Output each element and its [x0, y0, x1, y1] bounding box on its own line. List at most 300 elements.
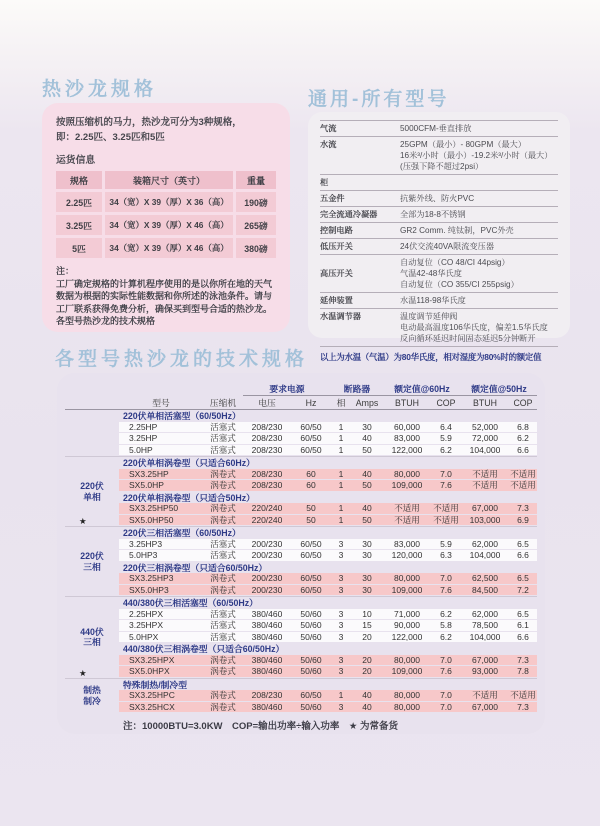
- table-cell: 380/460: [251, 701, 283, 712]
- table-row: [119, 433, 537, 444]
- spec-intro-line2: 即：2.25匹、3.25匹和5匹: [56, 132, 165, 143]
- table-cell: 380/460: [251, 620, 283, 631]
- spec-label: 气流: [320, 124, 337, 133]
- spec-values: [400, 209, 558, 220]
- header-group-label: 要求电源: [269, 383, 305, 394]
- header-group-label: 额定值@50Hz: [471, 383, 527, 394]
- table-cell: 60,000: [394, 421, 420, 432]
- column-header: 装箱尺寸（英寸）: [105, 171, 233, 189]
- spec-row: [320, 309, 558, 347]
- table-cell: 5.8: [440, 620, 452, 631]
- shipping-info-title: 运货信息: [56, 155, 96, 166]
- header-group-label: 断路器: [343, 383, 371, 394]
- table-cell: 50/60: [300, 666, 322, 677]
- spec-value-line: 气温42-48华氏度: [400, 269, 462, 278]
- table-cell: 涡卷式: [210, 666, 236, 677]
- spec-value-line: 反向循环延迟时间固态延迟5分钟断开: [400, 334, 536, 343]
- table-cell: 72,000: [472, 433, 498, 444]
- table-cell: 6.9: [517, 514, 529, 525]
- table-cell: 3: [338, 550, 344, 561]
- spec-label: 水流: [320, 140, 337, 149]
- section-title: 440/380伏三相涡卷型（只适合60/50Hz）: [123, 644, 285, 655]
- table-cell: 1: [338, 480, 344, 491]
- table-cell: 109,000: [391, 584, 423, 595]
- table-cell: 122,000: [391, 444, 423, 455]
- table-cell: 208/230: [251, 480, 283, 491]
- spec-value-line: 16米³/小时（最小）-19.2米³/小时（最大）: [400, 151, 553, 160]
- table-cell: 2.25匹: [56, 192, 102, 212]
- group-side-label: [80, 551, 103, 572]
- table-cell: 50: [306, 514, 316, 525]
- common-specs-box: [308, 112, 570, 362]
- table-cell: 104,000: [469, 631, 501, 642]
- table-cell: 1: [338, 514, 344, 525]
- table-row: [119, 515, 537, 526]
- table-cell: 83,000: [394, 433, 420, 444]
- table-cell: 7.3: [517, 654, 529, 665]
- table-cell: 62,000: [472, 538, 498, 549]
- table-row: [119, 480, 537, 491]
- model-cell: 3.25HP3: [129, 538, 163, 549]
- spec-value-line: 自动复位（CO 355/CI 255psig）: [400, 280, 519, 289]
- spec-value-line: 温度调节延伸阀: [400, 312, 458, 321]
- table-cell: 6.5: [517, 538, 529, 549]
- table-cell: 3: [338, 584, 344, 595]
- spec-values: [400, 177, 558, 188]
- table-cell: 60/50: [300, 550, 322, 561]
- table-cell: 80,000: [394, 468, 420, 479]
- spec-value-line: 自动复位（CO 48/CI 44psig）: [400, 258, 510, 267]
- table-cell: 7.6: [440, 584, 452, 595]
- table-cell: 60/50: [300, 433, 322, 444]
- table-cell: 不适用: [510, 690, 536, 701]
- table-row: [119, 585, 537, 596]
- spec-values: [400, 225, 558, 236]
- table-cell: 103,000: [469, 514, 501, 525]
- section-title: 220伏单相活塞型（60/50Hz）: [123, 411, 241, 422]
- table-cell: 80,000: [394, 690, 420, 701]
- table-cell: 62,000: [472, 608, 498, 619]
- table-group: [65, 597, 537, 679]
- table-cell: 220/240: [251, 514, 283, 525]
- table-cell: 5匹: [56, 238, 102, 258]
- table-row: [119, 655, 537, 666]
- table-cell: 1: [338, 468, 344, 479]
- spec-label: 水温调节器: [320, 312, 361, 321]
- column-header: Hz: [305, 397, 317, 408]
- table-cell: 200/230: [251, 538, 283, 549]
- table-row: [119, 550, 537, 561]
- side-label-line: 单相: [83, 491, 101, 502]
- table-cell: 60/50: [300, 690, 322, 701]
- table-cell: 不适用: [472, 690, 498, 701]
- table-cell: 6.5: [517, 608, 529, 619]
- table-cell: 3.25匹: [56, 215, 102, 235]
- side-label-line: 220伏: [80, 551, 104, 561]
- table-cell: 67,000: [472, 503, 498, 514]
- table-cell: 34（宽）X 39（厚）X 36（高）: [105, 192, 233, 212]
- spec-value-line: 24伏交流40VA限流变压器: [400, 242, 495, 251]
- table-cell: 涡卷式: [210, 654, 236, 665]
- table-row: [119, 503, 537, 514]
- table-cell: 1: [338, 433, 344, 444]
- table-cell: 50/60: [300, 701, 322, 712]
- table-cell: 60/50: [300, 584, 322, 595]
- table-cell: 1: [338, 421, 344, 432]
- column-header: 型号: [152, 398, 170, 408]
- table-cell: 50/60: [300, 631, 322, 642]
- spec-label: 高压开关: [320, 269, 353, 278]
- table-cell: 6.4: [440, 421, 452, 432]
- table-cell: 7.2: [517, 584, 529, 595]
- table-row: [56, 192, 276, 212]
- table-cell: 265磅: [236, 215, 276, 235]
- spec-value-line: 25GPM（最小）- 80GPM（最大）: [400, 140, 527, 149]
- group-side-label: [80, 481, 103, 502]
- model-cell: SX3.25HP50: [129, 503, 179, 514]
- spec-label: 控制电路: [320, 226, 353, 235]
- table-cell: 6.6: [517, 550, 529, 561]
- table-cell: 7.0: [440, 654, 452, 665]
- table-row: [119, 690, 537, 701]
- table-cell: 104,000: [469, 550, 501, 561]
- table-cell: 60/50: [300, 444, 322, 455]
- table-cell: 40: [362, 468, 372, 479]
- table-cell: 40: [362, 701, 372, 712]
- common-spec-list: [320, 120, 558, 347]
- table-row: [119, 609, 537, 620]
- table-cell: 380/460: [251, 654, 283, 665]
- table-cell: 50: [362, 514, 372, 525]
- table-group: [65, 679, 537, 714]
- table-cell: 60/50: [300, 421, 322, 432]
- header-group-wrap: [243, 381, 537, 396]
- header-spacer: [65, 381, 243, 396]
- spec-row: [320, 223, 558, 239]
- table-cell: 50: [306, 503, 316, 514]
- table-cell: 84,500: [472, 584, 498, 595]
- group-side-label: [80, 627, 103, 648]
- table-cell: 93,000: [472, 666, 498, 677]
- table-cell: 50/60: [300, 608, 322, 619]
- table-cell: 80,000: [394, 654, 420, 665]
- section-title-models: 各型号热沙龙的技术规格: [55, 349, 309, 370]
- table-cell: 109,000: [391, 480, 423, 491]
- table-cell: 活塞式: [210, 550, 236, 561]
- table-cell: 不适用: [510, 480, 536, 491]
- table-cell: 1: [338, 690, 344, 701]
- table-cell: 活塞式: [210, 620, 236, 631]
- model-cell: SX5.0HP3: [129, 584, 169, 595]
- model-spec-table-box: [57, 373, 545, 734]
- table-row: [119, 422, 537, 433]
- group-sections: [119, 410, 537, 456]
- side-label-line: 三相: [83, 561, 101, 572]
- table-cell: 200/230: [251, 550, 283, 561]
- table-cell: 50: [362, 480, 372, 491]
- table-column-headers: [65, 396, 537, 410]
- spec-value-line: 5000CFM-垂直排放: [400, 124, 472, 133]
- table-cell: 7.3: [517, 701, 529, 712]
- model-cell: SX3.25HPC: [129, 690, 175, 701]
- spec-label: 柜: [320, 178, 329, 187]
- table-cell: 6.6: [517, 631, 529, 642]
- table-cell: 83,000: [394, 538, 420, 549]
- spec-label: 低压开关: [320, 242, 353, 251]
- table-cell: 1: [338, 503, 344, 514]
- table-cell: 不适用: [394, 514, 420, 525]
- spec-value-line: 电动最高温度106华氏度，偏差1.5华氏度: [400, 323, 548, 332]
- table-cell: 109,000: [391, 666, 423, 677]
- table-cell: 208/230: [251, 468, 283, 479]
- section-title: 220伏三相涡卷型（只适合60/50Hz）: [123, 562, 268, 573]
- table-row: [119, 632, 537, 643]
- model-cell: SX3.25HP: [129, 468, 169, 479]
- spec-note-text: 工厂确定规格的计算机程序使用的是以你所在地的天气数据为根据的实际性能数据和你所述的泳池条件。请与工厂联系获得免费分析，确保买到型号合适的热沙龙。各型号热沙龙的技术规格: [56, 278, 273, 326]
- table-cell: 20: [362, 631, 372, 642]
- model-cell: 3.25HPX: [129, 620, 164, 631]
- model-cell: 2.25HP: [129, 421, 158, 432]
- table-cell: 7.0: [440, 468, 452, 479]
- table-cell: 40: [362, 503, 372, 514]
- table-cell: 7.8: [517, 666, 529, 677]
- model-cell: 3.25HP: [129, 433, 158, 444]
- table-cell: 7.6: [440, 480, 452, 491]
- group-sections: [119, 679, 537, 714]
- table-cell: 208/230: [251, 690, 283, 701]
- table-row: [56, 238, 276, 258]
- model-cell: SX5.0HPX: [129, 666, 170, 677]
- table-cell: 不适用: [433, 503, 459, 514]
- table-cell: 20: [362, 666, 372, 677]
- table-cell: 52,000: [472, 421, 498, 432]
- spec-note: [56, 265, 276, 328]
- table-cell: 200/230: [251, 584, 283, 595]
- side-label-line: 220伏: [80, 481, 104, 491]
- table-cell: 涡卷式: [210, 573, 236, 584]
- table-cell: 涡卷式: [210, 503, 236, 514]
- table-cell: 40: [362, 433, 372, 444]
- spec-intro-line1: 按照压缩机的马力，热沙龙可分为3种规格，: [56, 117, 242, 128]
- table-cell: 34（宽）X 39（厚）X 46（高）: [105, 238, 233, 258]
- spec-row: [320, 293, 558, 309]
- table-cell: 3: [338, 573, 344, 584]
- table-cell: 涡卷式: [210, 701, 236, 712]
- header-group-label: 额定值@60Hz: [394, 383, 450, 394]
- spec-row: [320, 239, 558, 255]
- table-cell: 15: [362, 620, 372, 631]
- shipping-table: [56, 171, 276, 258]
- table-cell: 208/230: [251, 444, 283, 455]
- group-gutter: [65, 457, 119, 526]
- group-side-label: [83, 685, 101, 706]
- model-cell: SX3.25HP3: [129, 573, 174, 584]
- table-cell: 208/230: [251, 433, 283, 444]
- table-cell: 60/50: [300, 538, 322, 549]
- group-sections: [119, 597, 537, 678]
- table-cell: 6.8: [517, 421, 529, 432]
- table-row: [119, 469, 537, 480]
- table-cell: 6.1: [517, 620, 529, 631]
- group-gutter: [65, 597, 119, 678]
- table-cell: 3: [338, 654, 344, 665]
- table-cell: 7.0: [440, 690, 452, 701]
- table-row: [119, 573, 537, 584]
- column-header: 相: [336, 398, 346, 408]
- group-sections: [119, 457, 537, 526]
- section-title: 220伏单相涡卷型（只适合50Hz）: [123, 492, 255, 503]
- table-cell: 67,000: [472, 701, 498, 712]
- table-cell: 380/460: [251, 631, 283, 642]
- model-cell: 5.0HP: [129, 444, 153, 455]
- table-cell: 6.2: [440, 631, 452, 642]
- model-cell: SX5.0HP: [129, 480, 164, 491]
- column-header: Amps: [355, 397, 379, 408]
- table-cell: 380/460: [251, 666, 283, 677]
- table-cell: 不适用: [433, 514, 459, 525]
- table-cell: 220/240: [251, 503, 283, 514]
- table-cell: 涡卷式: [210, 690, 236, 701]
- spec-values: [400, 311, 558, 344]
- side-label-line: 制热: [83, 685, 101, 696]
- column-header: COP: [513, 397, 533, 408]
- table-cell: 不适用: [472, 468, 498, 479]
- table-cell: 90,000: [394, 620, 420, 631]
- spec-note-label: 注：: [56, 266, 75, 276]
- section-title: 440/380伏三相活塞型（60/50Hz）: [123, 598, 258, 609]
- side-label-line: 440伏: [80, 626, 104, 637]
- table-cell: 50/60: [300, 654, 322, 665]
- spec-label: 延伸装置: [320, 296, 353, 305]
- column-header: BTUH: [395, 397, 419, 408]
- spec-values: [400, 295, 558, 306]
- column-header: 电压: [258, 398, 276, 408]
- side-label-line: 制冷: [83, 695, 101, 706]
- table-cell: 涡卷式: [210, 584, 236, 595]
- model-cell: SX3.25HCX: [129, 701, 175, 712]
- common-spec-footer: 以上为水温（气温）为80华氏度，相对湿度为80%时的额定值: [320, 352, 542, 362]
- table-cell: 50/60: [300, 620, 322, 631]
- table-cell: 1: [338, 444, 344, 455]
- table-body: [65, 410, 537, 713]
- spec-row: [320, 207, 558, 223]
- model-cell: SX5.0HP50: [129, 514, 174, 525]
- spec-row: [320, 137, 558, 175]
- table-cell: 30: [362, 421, 372, 432]
- table-cell: 3: [338, 538, 344, 549]
- spec-value-line: GR2 Comm. 纯钛制，PVC外壳: [400, 226, 514, 235]
- model-cell: SX3.25HPX: [129, 654, 175, 665]
- table-cell: 10: [362, 608, 372, 619]
- spec-values: [400, 241, 558, 252]
- table-cell: 6.6: [517, 444, 529, 455]
- table-cell: 80,000: [394, 573, 420, 584]
- model-cell: 2.25HPX: [129, 608, 164, 619]
- table-cell: 5.9: [440, 538, 452, 549]
- spec-row: [320, 121, 558, 137]
- table-cell: 78,500: [472, 620, 498, 631]
- table-cell: 3: [338, 631, 344, 642]
- table-cell: 6.5: [517, 573, 529, 584]
- table-cell: 活塞式: [210, 538, 236, 549]
- spec-box: [42, 103, 290, 332]
- table-cell: 活塞式: [210, 631, 236, 642]
- table-cell: 3: [338, 701, 344, 712]
- table-cell: 活塞式: [210, 433, 236, 444]
- model-cell: 5.0HP3: [129, 550, 158, 561]
- spec-label: 五金件: [320, 194, 345, 203]
- table-cell: 活塞式: [210, 421, 236, 432]
- table-row: [119, 539, 537, 550]
- table-cell: 30: [362, 538, 372, 549]
- column-header: 压缩机: [209, 398, 237, 408]
- table-cell: 6.2: [517, 433, 529, 444]
- table-cell: 60/50: [300, 573, 322, 584]
- table-cell: 190磅: [236, 192, 276, 212]
- spec-label: 完全流通冷凝器: [320, 210, 378, 219]
- table-cell: 7.0: [440, 573, 452, 584]
- spec-values: [400, 139, 558, 172]
- table-cell: 380磅: [236, 238, 276, 258]
- table-cell: 30: [362, 573, 372, 584]
- group-gutter: [65, 410, 119, 456]
- shipping-table-rows: [56, 192, 276, 258]
- group-sections: [119, 527, 537, 596]
- column-header: BTUH: [473, 397, 497, 408]
- table-cell: 3: [338, 666, 344, 677]
- table-cell: 380/460: [251, 608, 283, 619]
- table-cell: 6.3: [440, 550, 452, 561]
- table-cell: 3: [338, 608, 344, 619]
- group-gutter: [65, 527, 119, 596]
- table-group: [65, 527, 537, 597]
- table-cell: 80,000: [394, 701, 420, 712]
- table-group: [65, 410, 537, 457]
- stock-star-icon: ★: [79, 516, 87, 526]
- table-cell: 涡卷式: [210, 480, 236, 491]
- table-cell: 不适用: [510, 468, 536, 479]
- column-header: COP: [436, 397, 456, 408]
- table-header-groups: [65, 381, 537, 396]
- table-cell: 7.3: [517, 503, 529, 514]
- table-cell: 122,000: [391, 631, 423, 642]
- table-row: [56, 215, 276, 235]
- section-title-common: 通用-所有型号: [308, 89, 450, 110]
- table-cell: 活塞式: [210, 444, 236, 455]
- table-cell: 20: [362, 654, 372, 665]
- table-cell: 7.6: [440, 666, 452, 677]
- table-cell: 40: [362, 690, 372, 701]
- table-cell: 104,000: [469, 444, 501, 455]
- spec-values: [400, 193, 558, 204]
- section-title-specs: 热沙龙规格: [42, 79, 158, 100]
- table-cell: 200/230: [251, 573, 283, 584]
- side-label-line: 三相: [83, 637, 101, 648]
- spec-value-line: 水温118-98华氏度: [400, 296, 466, 305]
- section-title: 特殊制热/制冷型: [123, 679, 188, 690]
- table-cell: 活塞式: [210, 608, 236, 619]
- table-row: [119, 666, 537, 677]
- section-title: 220伏单相涡卷型（只适合60Hz）: [123, 458, 255, 469]
- table-row: [119, 620, 537, 631]
- table-cell: 208/230: [251, 421, 283, 432]
- model-cell: 5.0HPX: [129, 631, 159, 642]
- spec-row: [320, 175, 558, 191]
- shipping-table-header: [56, 171, 276, 189]
- table-footnote: 注：10000BTU=3.0KW COP=输出功率÷输入功率 ★ 为常备货: [123, 721, 399, 732]
- table-cell: 7.0: [440, 701, 452, 712]
- table-cell: 30: [362, 550, 372, 561]
